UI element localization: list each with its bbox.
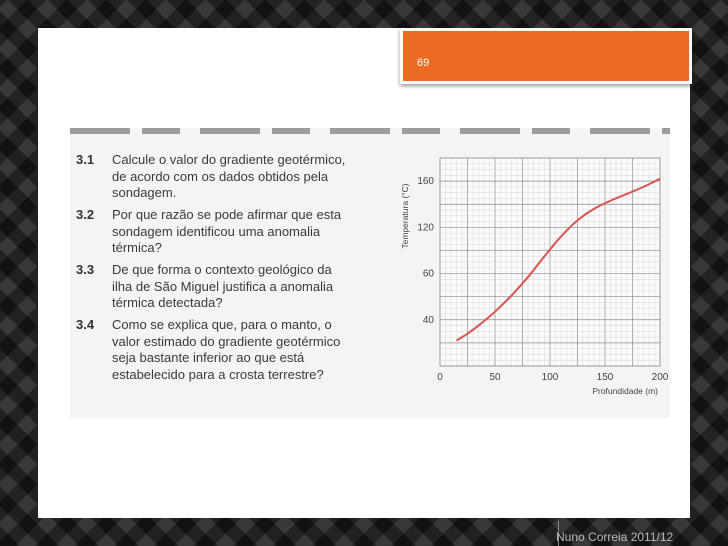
question-text: Por que razão se pode afirmar que esta sondagem identificou uma anomalia térmica? [112,207,342,255]
question-text: Calcule o valor do gradiente geotérmico, de acordo com os dados obtidos pela sondagem. [112,152,346,200]
question-number: 3.1 [76,152,95,167]
slide-number-box [400,28,692,84]
scanned-exercise [70,128,670,418]
x-tick-label: 200 [651,372,669,383]
y-tick-label: 120 [417,222,434,234]
cropped-text-line [70,128,670,134]
x-axis-label: Profundidade (m) [592,386,658,396]
x-tick-label: 100 [541,372,559,383]
question-text: De que forma o contexto geológico da ilha de São Miguel justifica a anomalia térmica detectada? [112,262,334,310]
x-tick-label: 0 [437,372,443,383]
chart-grid [440,158,660,366]
slide-number: 69 [417,57,430,69]
question-text: Como se explica que, para o manto, o valor estimado do gradiente geotérmico seja bastante inferior ao que está estabelecido para a crosta terrestre? [112,317,341,382]
y-tick-label: 40 [422,314,434,326]
x-tick-label: 150 [596,372,614,383]
x-tick-label: 50 [489,372,501,383]
question-number: 3.3 [76,262,95,277]
temperature-depth-chart [398,148,670,418]
question-number: 3.4 [76,317,95,332]
y-axis-label: Temperatura (°C) [400,183,410,249]
y-tick-label: 60 [422,268,434,280]
y-tick-label: 160 [417,176,434,188]
footer-author: Nuno Correia 2011/12 [556,530,674,544]
question-number: 3.2 [76,207,95,222]
